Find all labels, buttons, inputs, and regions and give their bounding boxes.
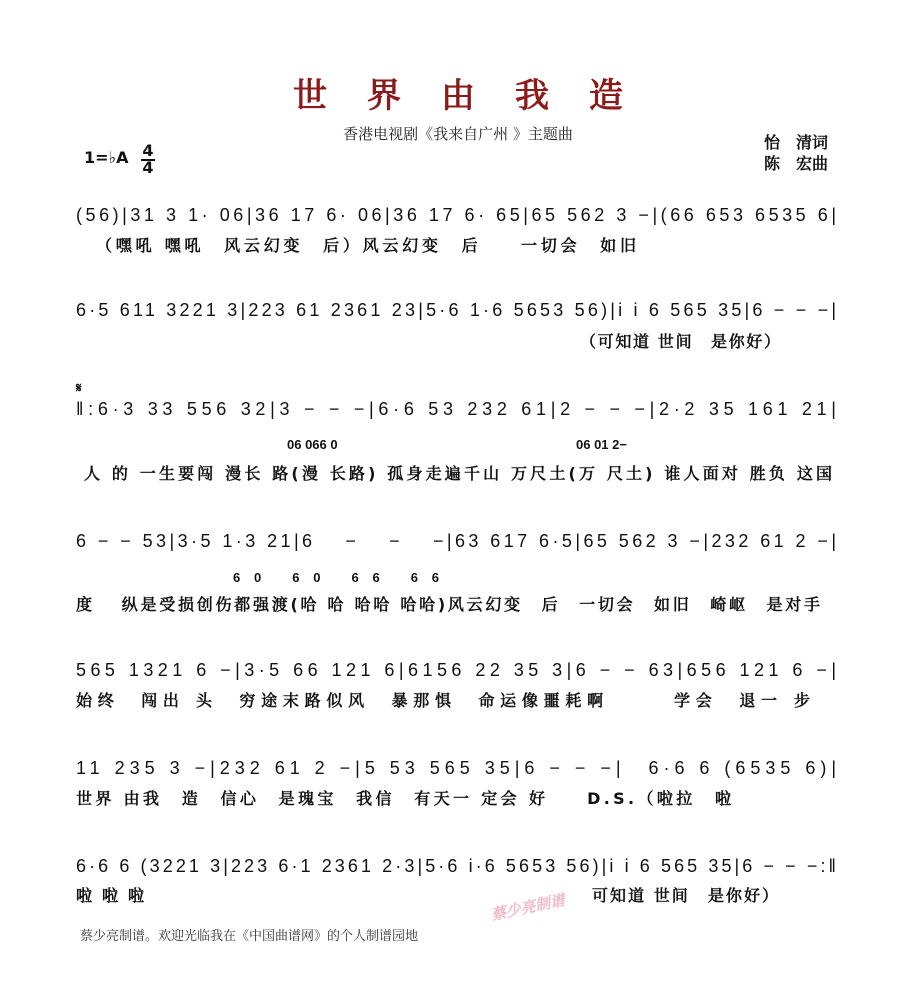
backing-notes: 06 01 2− <box>576 437 627 452</box>
notation-line-5: 565 1321 6 −|3·5 66 121 6|6156 22 35 3|6 − − 63|656 121 6 −| <box>76 660 837 680</box>
footer-note: 蔡少亮制谱。欢迎光临我在《中国曲谱网》的个人制谱园地 <box>80 929 419 944</box>
key-signature: 1=♭A <box>84 148 129 167</box>
notation-line-1: (56)|31 3 1· 06|36 17 6· 06|36 17 6· 65|65 562 3 −|(66 653 6535 6| <box>76 205 836 225</box>
lyrics-line-4: 度 纵是受损创伤都强渡(哈 哈 哈哈 哈哈)风云幻变 后 一切会 如旧 崎岖 是对手 <box>76 595 820 614</box>
notation-line-3: ‖:6·3 33 556 32|3 − − −|6·6 53 232 61|2 − − −|2·2 35 161 21| <box>76 399 836 419</box>
lyrics-line-2: （可知道 世间 是你好） <box>580 332 780 351</box>
lyrics-line-1: （嘿吼 嘿吼 风云幻变 后）风云幻变 后 一切会 如旧 <box>96 236 636 255</box>
lyrics-line-7b: 可知道 世间 是你好） <box>592 886 778 905</box>
notation-line-6: 11 235 3 −|232 61 2 −|5 53 565 35|6 − − −| 6·6 6 (6535 6)| <box>76 758 837 778</box>
backing-notes: 60 60 66 66 <box>233 570 439 585</box>
composer: 陈 宏曲 <box>764 154 829 173</box>
watermark: 蔡少亮制谱 <box>489 890 567 925</box>
lyrics-line-6: 世界 由我 造 信心 是瑰宝 我信 有天一 定会 好 D.S.（啦拉 啦 <box>76 789 732 808</box>
backing-notes: 06 066 0 <box>287 437 338 452</box>
segno-icon: 𝄋 <box>76 380 82 395</box>
subtitle: 香港电视剧《我来自广州 》主题曲 <box>343 125 573 143</box>
song-title: 世 界 由 我 造 <box>293 76 623 116</box>
time-signature-bottom: 4 <box>142 158 154 177</box>
notation-line-2: 6·5 611 3221 3|223 61 2361 23|5·6 1·6 5653 56)|i i 6 565 35|6 − − −| <box>76 300 837 320</box>
notation-line-4: 6 − − 53|3·5 1·3 21|6 − − −|63 617 6·5|65 562 3 −|232 61 2 −| <box>76 531 837 551</box>
notation-line-7: 6·6 6 (3221 3|223 6·1 2361 2·3|5·6 i·6 5653 56)|i i 6 565 35|6 − − −:‖ <box>76 856 836 876</box>
lyrics-line-7a: 啦 啦 啦 <box>76 886 144 905</box>
lyricist: 怡 清词 <box>764 133 829 152</box>
lyrics-line-5: 始终 闯出 头 穷途末路似风 暴那惧 命运像噩耗啊 学会 退一 步 <box>76 691 810 710</box>
time-signature-top: 4 <box>142 141 154 160</box>
lyrics-line-3: 人 的 一生要闯 漫长 路(漫 长路) 孤身走遍千山 万尺土(万 尺土) 谁人面对 胜负 这国 <box>84 464 832 483</box>
